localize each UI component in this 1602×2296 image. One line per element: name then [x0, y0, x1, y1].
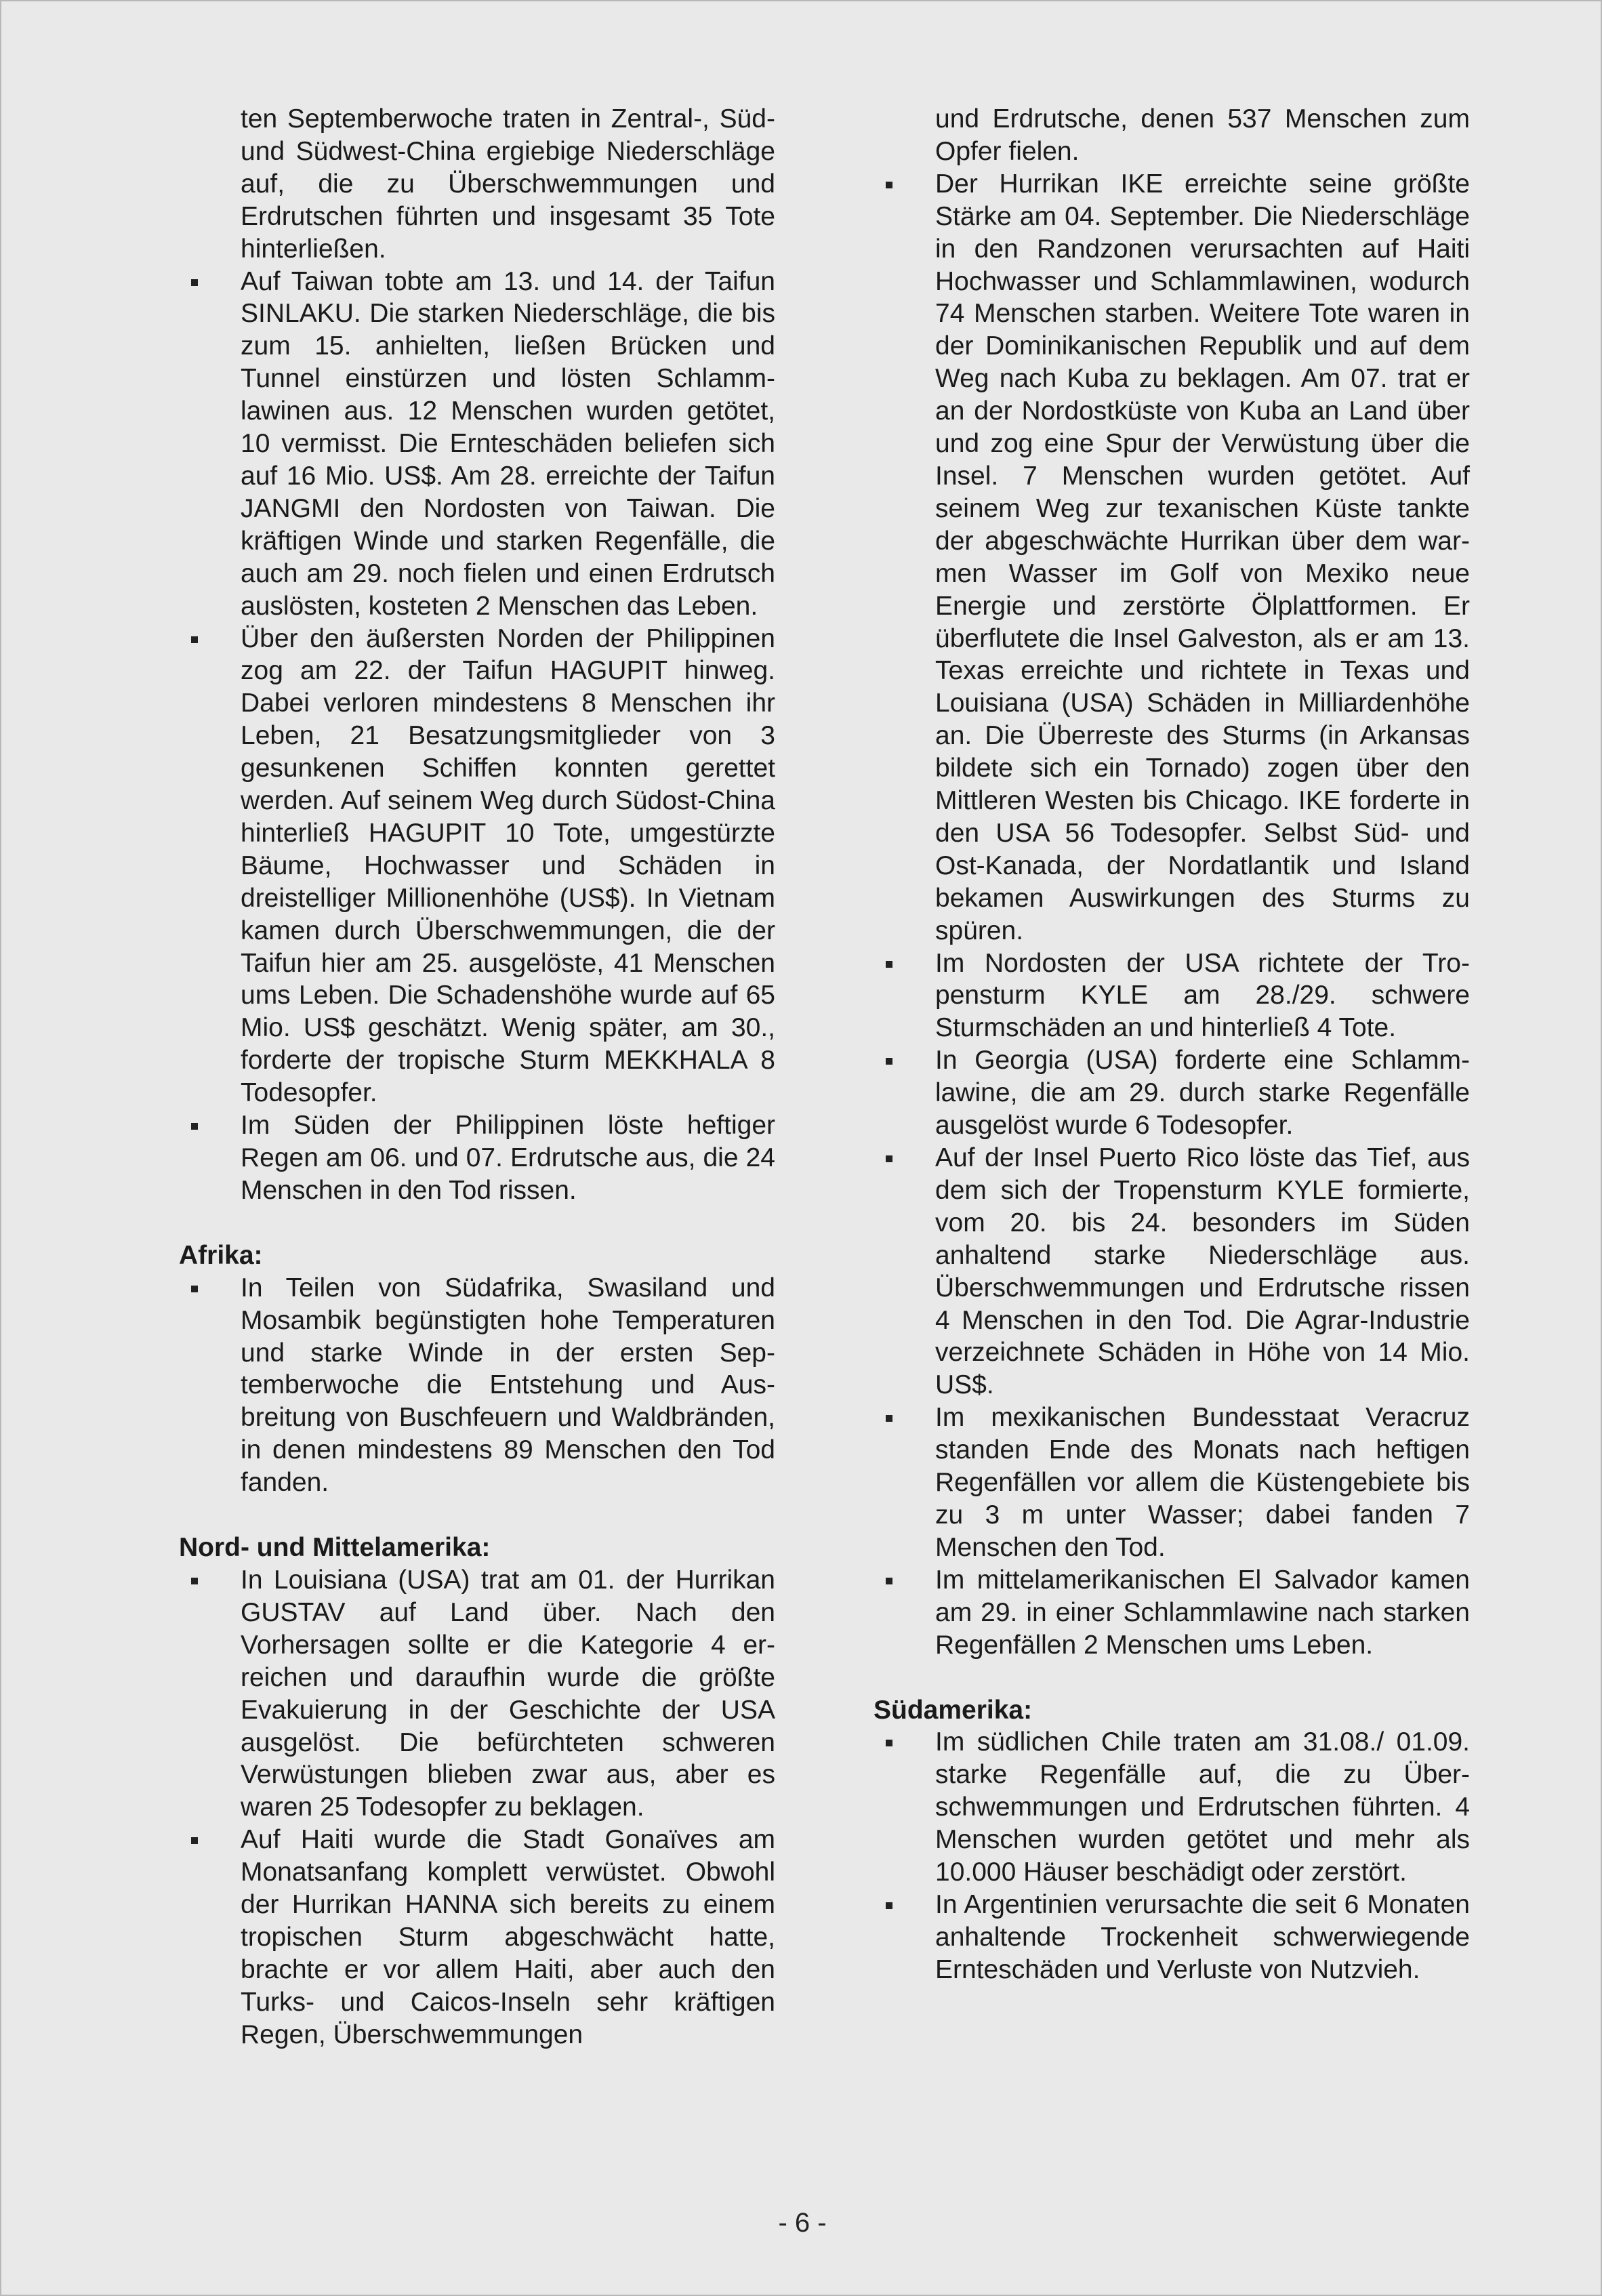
list-item-text: Im südlichen Chile traten am 31.08./ 01.09. starke Regenfälle auf, die zu Überschwemmungen und Erdrutschen führten. 4 Menschen wurden getötet und mehr als 10.000 Häuser beschädigt oder zerstört.	[935, 1727, 1470, 1887]
list-item-text: Auf Haiti wurde die Stadt Gonaïves am Monatsanfang komplett verwüstet. Obwohl der Hurrikan HANNA sich bereits zu einem tropischen Sturm abgeschwächt hatte, brachte er vor allem Haiti, aber auch den Turks- und Caicos-Inseln sehr kräftigen Regen, Überschwemmungen	[241, 1825, 775, 2049]
section-heading-north-america: Nord- und Mittelamerika:	[179, 1533, 491, 1563]
list-item	[874, 1889, 1470, 1986]
asia-continuation-list	[179, 103, 775, 266]
square-bullet-icon	[191, 1837, 198, 1844]
list-item-text: ten Septemberwoche traten in Zentral-, Süd- und Südwest-China ergiebige Niederschläge auf, die zu Überschwemmungen und Erdrutschen führten und insgesamt 35 Tote hinterließen.	[241, 104, 775, 264]
list-item	[179, 623, 775, 1110]
north-america-list-continued	[874, 168, 1470, 1662]
square-bullet-icon	[191, 636, 198, 643]
square-bullet-icon	[886, 961, 892, 968]
square-bullet-icon	[191, 1578, 198, 1584]
list-item-text: In Georgia (USA) forderte eine Schlammlawine, die am 29. durch starke Regenfälle ausgelöst wurde 6 Todesopfer.	[935, 1046, 1470, 1141]
square-bullet-icon	[886, 1740, 892, 1746]
list-item-text: Auf Taiwan tobte am 13. und 14. der Taifun SINLAKU. Die starken Niederschläge, die bis zum 15. anhielten, ließen Brücken und Tunnel einstürzen und lösten Schlammlawinen aus. 12 Menschen wurden getötet, 10 vermisst. Die Ernteschäden beliefen sich auf 16 Mio. US$. Am 28. erreichte der Taifun JANGMI den Nordosten von Taiwan. Die kräftigen Winde und starken Regenfälle, die auch am 29. noch fielen und einen Erdrutsch auslösten, kosteten 2 Menschen das Leben.	[241, 266, 775, 621]
square-bullet-icon	[886, 1155, 892, 1162]
north-america-continuation-list	[874, 103, 1470, 168]
africa-list	[179, 1272, 775, 1499]
list-item-text: Der Hurrikan IKE erreichte seine größte Stärke am 04. September. Die Niederschläge in den Randzonen verursachten auf Haiti Hochwasser und Schlammlawinen, wodurch 74 Menschen starben. Weitere Tote waren in der Dominikanischen Republik und auf dem Weg nach Kuba zu beklagen. Am 07. trat er an der Nordostküste von Kuba an Land über und zog eine Spur der Verwüstung über die Insel. 7 Menschen wurden getötet. Auf seinem Weg zur texanischen Küste tankte der abgeschwächte Hurrikan über dem warmen Wasser im Golf von Mexiko neue Energie und zerstörte Ölplattformen. Er überflutete die Insel Galveston, als er am 13. Texas erreichte und richtete in Texas und Louisiana (USA) Schäden in Milliardenhöhe an. Die Überreste des Sturms (in Arkansas bildete sich ein Tornado) zogen über den Mittleren Westen bis Chicago. IKE forderte in den USA 56 Todesopfer. Selbst Süd- und Ost-Kanada, der Nordatlantik und Island bekamen Auswirkungen des Sturms zu spüren.	[935, 169, 1470, 945]
square-bullet-icon	[886, 1902, 892, 1909]
list-item	[179, 266, 775, 623]
list-item-text: Auf der Insel Puerto Rico löste das Tief, aus dem sich der Tropensturm KYLE formierte, vom 20. bis 24. besonders im Süden anhaltend starke Niederschläge aus. Überschwemmungen und Erdrutsche rissen 4 Menschen in den Tod. Die Agrar-Industrie verzeichnete Schäden in Höhe von 14 Mio. US$.	[935, 1143, 1470, 1400]
section-heading-south-america: Südamerika:	[874, 1695, 1033, 1725]
list-item	[179, 1824, 775, 2051]
list-item	[874, 1726, 1470, 1889]
square-bullet-icon	[886, 1415, 892, 1422]
list-item	[874, 1142, 1470, 1401]
list-item	[874, 1044, 1470, 1142]
south-america-list	[874, 1726, 1470, 1986]
list-item	[874, 1564, 1470, 1662]
list-item	[874, 947, 1470, 1045]
list-item	[179, 1109, 775, 1207]
list-item-text: Im mexikanischen Bundesstaat Veracruz standen Ende des Monats nach heftigen Regenfällen vor allem die Küstengebiete bis zu 3 m unter Wasser; dabei fanden 7 Menschen den Tod.	[935, 1403, 1470, 1562]
list-item	[874, 1401, 1470, 1564]
right-column	[874, 103, 1470, 1986]
list-item-text: Im Süden der Philippinen löste heftiger Regen am 06. und 07. Erdrutsche aus, die 24 Menschen in den Tod rissen.	[241, 1111, 775, 1205]
list-item-text: In Argentinien verursachte die seit 6 Monaten anhaltende Trockenheit schwerwiegende Ernteschäden und Verluste von Nutzvieh.	[935, 1889, 1470, 1984]
page-number: - 6 -	[778, 2208, 827, 2238]
left-column	[179, 103, 775, 2051]
square-bullet-icon	[886, 182, 892, 188]
list-item	[179, 1564, 775, 1824]
square-bullet-icon	[191, 279, 198, 286]
section-heading-africa: Afrika:	[179, 1240, 263, 1270]
list-item-continuation	[874, 103, 1470, 168]
list-item	[179, 1272, 775, 1499]
list-item-text: In Teilen von Südafrika, Swasiland und Mosambik begünstigten hohe Temperaturen und starke Winde in der ersten Septemberwoche die Entstehung und Ausbreitung von Buschfeuern und Waldbränden, in denen mindestens 89 Menschen den Tod fanden.	[241, 1273, 775, 1498]
square-bullet-icon	[191, 1123, 198, 1130]
list-item-text: Über den äußersten Norden der Philippinen zog am 22. der Taifun HAGUPIT hinweg. Dabei verloren mindestens 8 Menschen ihr Leben, 21 Besatzungsmitglieder von 3 gesunkenen Schiffen konnten gerettet werden. Auf seinem Weg durch Südost-China hinterließ HAGUPIT 10 Tote, umgestürzte Bäume, Hochwasser und Schäden in dreistelliger Millionenhöhe (US$). In Vietnam kamen durch Überschwemmungen, die der Taifun hier am 25. ausgelöste, 41 Menschen ums Leben. Die Schadenshöhe wurde auf 65 Mio. US$ geschätzt. Wenig später, am 30., forderte der tropische Sturm MEKKHALA 8 Todesopfer.	[241, 623, 775, 1108]
list-item-text: Im Nordosten der USA richtete der Tropensturm KYLE am 28./29. schwere Sturmschäden an und hinterließ 4 Tote.	[935, 948, 1470, 1043]
list-item-text: In Louisiana (USA) trat am 01. der Hurrikan GUSTAV auf Land über. Nach den Vorhersagen sollte er die Kategorie 4 erreichen und daraufhin wurde die größte Evakuierung in der Geschichte der USA ausgelöst. Die befürchteten schweren Verwüstungen blieben zwar aus, aber es waren 25 Todesopfer zu beklagen.	[241, 1565, 775, 1822]
list-item	[874, 168, 1470, 947]
list-item-text: Im mittelamerikanischen El Salvador kamen am 29. in einer Schlammlawine nach starken Regenfällen 2 Menschen ums Leben.	[935, 1565, 1470, 1660]
list-item-continuation	[179, 103, 775, 266]
list-item-text: und Erdrutsche, denen 537 Menschen zum Opfer fielen.	[935, 104, 1470, 166]
square-bullet-icon	[886, 1578, 892, 1584]
square-bullet-icon	[191, 1286, 198, 1292]
asia-list	[179, 266, 775, 1207]
square-bullet-icon	[886, 1058, 892, 1065]
north-america-list	[179, 1564, 775, 2051]
